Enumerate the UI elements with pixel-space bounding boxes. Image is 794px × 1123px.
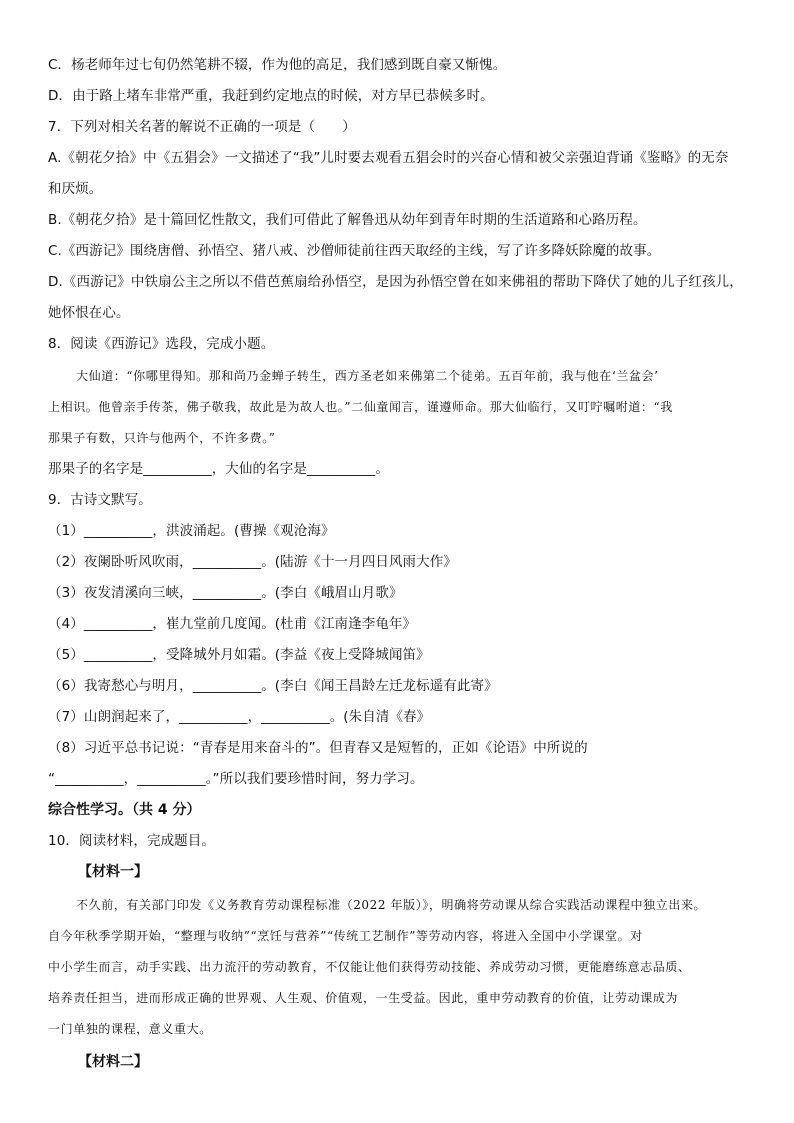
- material-2-heading: 【材料二】: [78, 1054, 148, 1070]
- material-1-heading: 【材料一】: [78, 864, 148, 880]
- question-9-item-7: （7）山朗润起来了，__________，__________。(朱自清《春》: [48, 709, 431, 725]
- question-7-option-b: B.《朝花夕拾》是十篇回忆性散文，我们可借此了解鲁迅从幼年到青年时期的生活道路和心路历程。: [48, 212, 647, 228]
- question-7-option-a: A.《朝花夕拾》中《五猖会》一文描述了“我”儿时要去观看五猖会时的兴奋心情和被父亲强迫背诵《鉴略》的无奈: [48, 150, 729, 166]
- question-9-item-6: （6）我寄愁心与明月，__________。(李白《闻王昌龄左迁龙标遥有此寄》: [48, 678, 498, 694]
- passage-line-1: 大仙道：“你哪里得知。那和尚乃金蝉子转生，西方圣老如来佛第二个徒弟。五百年前，我与他在‘兰盆会’: [76, 369, 659, 383]
- question-8-blank-line: 那果子的名字是__________，大仙的名字是__________。: [48, 461, 389, 477]
- passage-line-3: 那果子有数，只许与他两个，不许多费。”: [48, 431, 276, 445]
- option-c-line: C．杨老师年过七旬仍然笔耕不辍，作为他的高足，我们感到既自豪又惭愧。: [48, 57, 507, 73]
- question-9-item-2: （2）夜阑卧听风吹雨，__________。(陆游《十一月四日风雨大作》: [48, 554, 457, 570]
- material-1-line-4: 培养责任担当，进而形成正确的世界观、人生观、价值观，一生受益。因此，重申劳动教育的价值，让劳动课成为: [48, 991, 679, 1005]
- material-1-line-2: 自今年秋季学期开始，“整理与收纳”“烹饪与营养”“传统工艺制作”等劳动内容，将进入全国中小学课堂。对: [48, 929, 643, 943]
- question-9-item-3: （3）夜发清溪向三峡，__________。(李白《峨眉山月歌》: [48, 585, 403, 601]
- question-9-item-8: （8）习近平总书记说：“青春是用来奋斗的”。但青春又是短暂的，正如《论语》中所说的: [48, 740, 588, 756]
- question-7-option-c: C.《西游记》围绕唐僧、孙悟空、猪八戒、沙僧师徒前往西天取经的主线，写了许多降妖除魔的故事。: [48, 243, 661, 259]
- section-heading: 综合性学习。（共 4 分）: [48, 802, 201, 818]
- option-d-line: D．由于路上堵车非常严重，我赶到约定地点的时候，对方早已恭候多时。: [48, 88, 494, 104]
- material-1-line-1: 不久前，有关部门印发《义务教育劳动课程标准（2022 年版）》，明确将劳动课从综合实践活动课程中独立出来。: [76, 898, 707, 912]
- question-9-item-8-cont: “__________，__________。”所以我们要珍惜时间，努力学习。: [48, 771, 424, 787]
- question-9-item-1: （1）__________，洪波涌起。(曹操《观沧海》: [48, 523, 335, 539]
- question-7-option-a-cont: 和厌烦。: [48, 181, 103, 197]
- material-1-line-3: 中小学生而言，动手实践、出力流汗的劳动教育，不仅能让他们获得劳动技能、养成劳动习惯，更能磨练意志品质、: [48, 960, 691, 974]
- question-9-item-4: （4）__________，崔九堂前几度闻。(杜甫《江南逢李龟年》: [48, 616, 417, 632]
- question-9-item-5: （5）__________，受降城外月如霜。(李益《夜上受降城闻笛》: [48, 647, 430, 663]
- passage-line-2: 上相识。他曾亲手传茶，佛子敬我，故此是为故人也。”二仙童闻言，谨遵师命。那大仙临行，又叮咛嘱咐道：“我: [48, 400, 673, 414]
- question-7-stem: 7．下列对相关名著的解说不正确的一项是（ ）: [48, 119, 356, 135]
- question-9-stem: 9．古诗文默写。: [48, 492, 152, 508]
- material-1-line-5: 一门单独的课程，意义重大。: [48, 1022, 212, 1036]
- question-7-option-d: D.《西游记》中铁扇公主之所以不借芭蕉扇给孙悟空，是因为孙悟空曾在如来佛祖的帮助下降伏了她的儿子红孩儿，: [48, 274, 743, 290]
- question-7-option-d-cont: 她怀恨在心。: [48, 305, 130, 321]
- question-8-stem: 8．阅读《西游记》选段，完成小题。: [48, 336, 275, 352]
- question-10-stem: 10．阅读材料，完成题目。: [48, 833, 215, 849]
